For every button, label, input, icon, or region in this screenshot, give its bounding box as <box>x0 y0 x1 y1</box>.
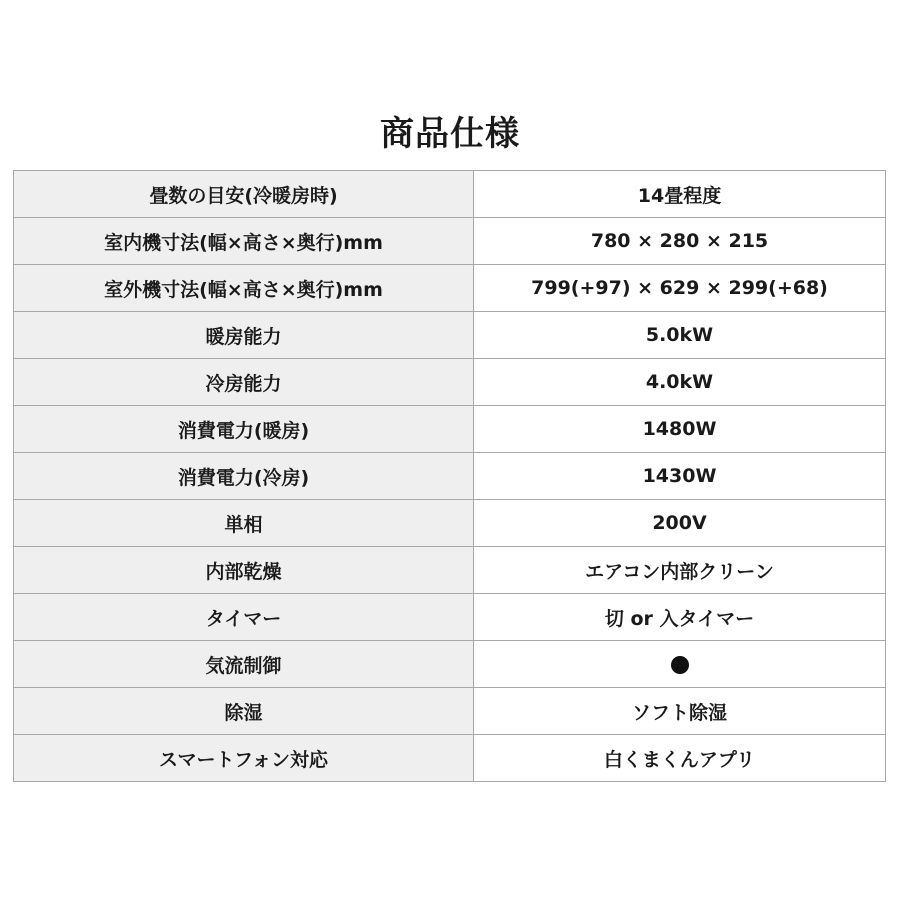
table-row <box>14 641 886 688</box>
spec-value: 白くまくんアプリ <box>474 735 886 782</box>
spec-value: 14畳程度 <box>474 171 886 218</box>
filled-circle-icon <box>671 656 689 674</box>
spec-value: 4.0kW <box>474 359 886 406</box>
table-row <box>14 453 886 500</box>
spec-value: 1480W <box>474 406 886 453</box>
spec-value: 200V <box>474 500 886 547</box>
spec-value: エアコン内部クリーン <box>474 547 886 594</box>
spec-value: ソフト除湿 <box>474 688 886 735</box>
table-row <box>14 359 886 406</box>
spec-label: 気流制御 <box>14 641 474 688</box>
spec-label: 消費電力(冷房) <box>14 453 474 500</box>
spec-value: 1430W <box>474 453 886 500</box>
page-title: 商品仕様 <box>380 114 520 154</box>
table-row <box>14 406 886 453</box>
table-row <box>14 688 886 735</box>
table-row <box>14 547 886 594</box>
spec-value: 5.0kW <box>474 312 886 359</box>
spec-label: 暖房能力 <box>14 312 474 359</box>
table-row <box>14 218 886 265</box>
spec-label: 室内機寸法(幅×高さ×奥行)mm <box>14 218 474 265</box>
spec-label: 消費電力(暖房) <box>14 406 474 453</box>
spec-value: 780 × 280 × 215 <box>474 218 886 265</box>
spec-label: 除湿 <box>14 688 474 735</box>
table-row <box>14 735 886 782</box>
table-row <box>14 312 886 359</box>
spec-label: 冷房能力 <box>14 359 474 406</box>
spec-label: 内部乾燥 <box>14 547 474 594</box>
spec-label: 単相 <box>14 500 474 547</box>
spec-label: 畳数の目安(冷暖房時) <box>14 171 474 218</box>
table-row <box>14 171 886 218</box>
spec-label: 室外機寸法(幅×高さ×奥行)mm <box>14 265 474 312</box>
spec-label: スマートフォン対応 <box>14 735 474 782</box>
spec-label: タイマー <box>14 594 474 641</box>
table-row <box>14 594 886 641</box>
spec-value <box>474 641 886 688</box>
table-row <box>14 265 886 312</box>
spec-value: 799(+97) × 629 × 299(+68) <box>474 265 886 312</box>
table-row <box>14 500 886 547</box>
spec-value: 切 or 入タイマー <box>474 594 886 641</box>
spec-table <box>13 170 886 782</box>
